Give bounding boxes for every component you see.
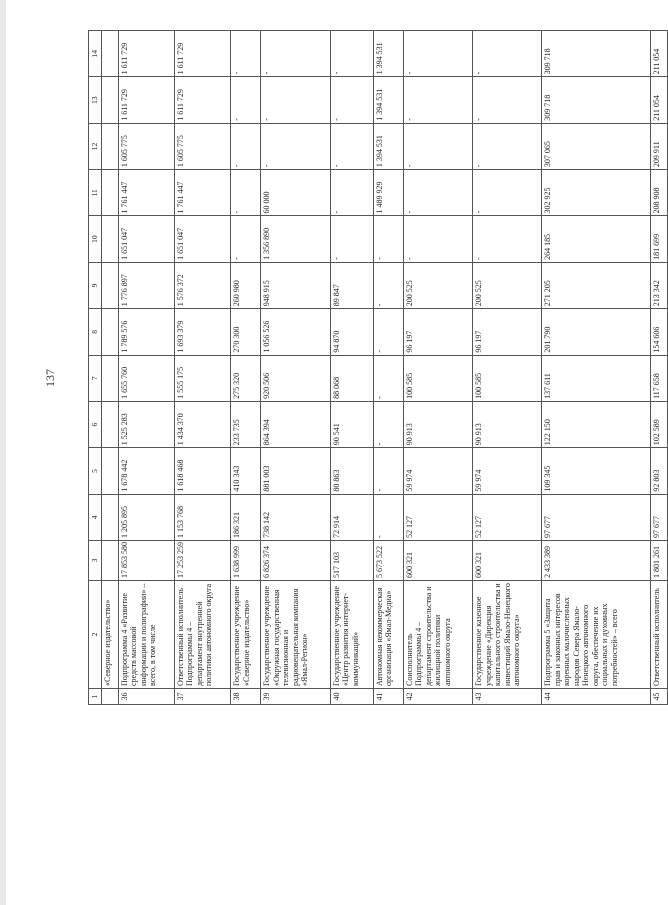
table-cell: 271 205 xyxy=(542,262,650,308)
column-header: 13 xyxy=(89,77,102,123)
row-name: Государственное учреждение «Северное издательство» xyxy=(231,581,261,689)
table-cell: 211 054 xyxy=(650,31,667,77)
table-cell: 1 611 729 xyxy=(118,31,174,77)
row-number: 42 xyxy=(403,689,472,705)
column-header: 5 xyxy=(89,448,102,494)
table-cell: 517 103 xyxy=(330,541,373,581)
table-cell xyxy=(101,77,118,123)
column-header: 8 xyxy=(89,309,102,355)
row-number: 38 xyxy=(231,689,261,705)
row-name: Государственное учреждение «Центр развития интернет-коммуникаций» xyxy=(330,581,373,689)
table-cell: 1 394 531 xyxy=(373,77,403,123)
table-row xyxy=(174,31,230,705)
table-cell: 302 925 xyxy=(542,170,650,216)
row-number: 41 xyxy=(373,689,403,705)
table-cell: - xyxy=(261,123,330,169)
table-cell: 1 611 729 xyxy=(118,77,174,123)
row-name: Автономная некоммерческая организация «Ямал-Медиа» xyxy=(373,581,403,689)
row-number: 36 xyxy=(118,689,174,705)
table-cell: - xyxy=(373,216,403,262)
table-cell: 1 489 929 xyxy=(373,170,403,216)
table-cell: 920 506 xyxy=(261,355,330,401)
budget-table xyxy=(88,30,668,705)
row-name: Ответственный исполнитель xyxy=(650,581,667,689)
table-cell: 201 790 xyxy=(542,309,650,355)
table-row xyxy=(403,31,472,705)
table-row xyxy=(473,31,542,705)
table-cell: 186 321 xyxy=(231,494,261,540)
table-cell xyxy=(101,401,118,447)
header-row xyxy=(89,31,102,705)
table-cell: 1 611 729 xyxy=(174,77,230,123)
table-cell: 260 980 xyxy=(231,262,261,308)
table-cell: 738 142 xyxy=(261,494,330,540)
column-header: 14 xyxy=(89,31,102,77)
table-cell: - xyxy=(330,31,373,77)
column-header: 10 xyxy=(89,216,102,262)
table-cell: 264 185 xyxy=(542,216,650,262)
table-cell: - xyxy=(330,170,373,216)
row-number: 37 xyxy=(174,689,230,705)
table-cell: 1 618 468 xyxy=(174,448,230,494)
table-cell: - xyxy=(373,448,403,494)
scan-edge xyxy=(0,0,6,905)
table-cell: 52 127 xyxy=(403,494,472,540)
table-cell: 2 433 389 xyxy=(542,541,650,581)
table-cell: - xyxy=(403,170,472,216)
page-number: 137 xyxy=(43,369,57,387)
table-cell: - xyxy=(473,123,542,169)
table-cell: 97 677 xyxy=(542,494,650,540)
table-cell xyxy=(101,123,118,169)
table-row xyxy=(261,31,330,705)
row-name: Соисполнитель Подпрограммы 4 – департамент строительства и жилищной политики автономного округа xyxy=(403,581,472,689)
rotated-table-wrapper xyxy=(88,30,668,705)
row-number: 40 xyxy=(330,689,373,705)
table-cell: - xyxy=(231,216,261,262)
table-cell: - xyxy=(403,31,472,77)
table-cell: - xyxy=(261,77,330,123)
table-cell: 1 525 283 xyxy=(118,401,174,447)
table-cell: 1 761 447 xyxy=(118,170,174,216)
table-cell: - xyxy=(473,77,542,123)
table-cell: 410 343 xyxy=(231,448,261,494)
table-cell: - xyxy=(231,77,261,123)
table-cell: 864 394 xyxy=(261,401,330,447)
table-cell: 100 585 xyxy=(403,355,472,401)
table-cell xyxy=(101,216,118,262)
row-number: 39 xyxy=(261,689,330,705)
table-cell: 200 525 xyxy=(403,262,472,308)
table-cell: - xyxy=(403,77,472,123)
table-cell: - xyxy=(231,31,261,77)
table-row xyxy=(650,31,667,705)
table-cell xyxy=(101,309,118,355)
table-cell: 270 300 xyxy=(231,309,261,355)
table-cell: 100 585 xyxy=(473,355,542,401)
table-cell: 154 606 xyxy=(650,309,667,355)
table-cell: 1 605 775 xyxy=(174,123,230,169)
table-cell: 1 356 890 xyxy=(261,216,330,262)
table-cell xyxy=(101,262,118,308)
table-cell: 1 693 379 xyxy=(174,309,230,355)
table-cell: - xyxy=(231,123,261,169)
table-cell: 275 320 xyxy=(231,355,261,401)
row-number: 44 xyxy=(542,689,650,705)
column-header: 6 xyxy=(89,401,102,447)
table-cell: 94 870 xyxy=(330,309,373,355)
table-cell: 17 853 580 xyxy=(118,541,174,581)
table-cell: - xyxy=(261,31,330,77)
table-cell: 209 911 xyxy=(650,123,667,169)
table-cell: 52 127 xyxy=(473,494,542,540)
row-number: 45 xyxy=(650,689,667,705)
table-cell: - xyxy=(473,31,542,77)
table-cell: 1 655 760 xyxy=(118,355,174,401)
table-cell: 1 056 526 xyxy=(261,309,330,355)
table-cell: - xyxy=(330,216,373,262)
table-cell: 117 658 xyxy=(650,355,667,401)
column-header: 11 xyxy=(89,170,102,216)
table-row xyxy=(330,31,373,705)
table-cell: - xyxy=(473,170,542,216)
table-cell: 109 345 xyxy=(542,448,650,494)
table-cell: 97 677 xyxy=(650,494,667,540)
table-cell: 208 908 xyxy=(650,170,667,216)
table-cell: 1 789 576 xyxy=(118,309,174,355)
table-cell: 600 321 xyxy=(473,541,542,581)
table-cell: 1 555 175 xyxy=(174,355,230,401)
table-cell: - xyxy=(403,216,472,262)
row-name: Подпрограмма 5 «Защита прав и законных интересов коренных малочисленных народов Севера Ямало-Ненецкого автономного округа, обеспечение их социальных и духовных потребностей» – всего xyxy=(542,581,650,689)
column-header: 7 xyxy=(89,355,102,401)
table-cell: 88 068 xyxy=(330,355,373,401)
table-row xyxy=(373,31,403,705)
table-cell: - xyxy=(373,309,403,355)
table-cell: 1 576 372 xyxy=(174,262,230,308)
table-cell xyxy=(101,355,118,401)
row-number: 43 xyxy=(473,689,542,705)
table-cell: 137 611 xyxy=(542,355,650,401)
table-cell: 80 863 xyxy=(330,448,373,494)
table-cell: - xyxy=(373,401,403,447)
table-cell: 59 974 xyxy=(473,448,542,494)
table-cell: 72 914 xyxy=(330,494,373,540)
table-cell: 181 699 xyxy=(650,216,667,262)
table-cell: 309 718 xyxy=(542,31,650,77)
table-cell: - xyxy=(330,123,373,169)
table-cell xyxy=(101,494,118,540)
table-cell xyxy=(101,170,118,216)
column-header: 4 xyxy=(89,494,102,540)
table-cell: 1 651 047 xyxy=(174,216,230,262)
row-name: Ответственный исполнитель Подпрограммы 4 – департамент внутренней политики автономного округа xyxy=(174,581,230,689)
table-cell: 1 651 047 xyxy=(118,216,174,262)
row-name: Государственное казенное учреждение «Дирекция капитального строительства и инвестиций Ямало-Ненецкого автономного округа» xyxy=(473,581,542,689)
table-cell: 948 915 xyxy=(261,262,330,308)
table-cell: 6 826 374 xyxy=(261,541,330,581)
table-cell: 90 913 xyxy=(473,401,542,447)
table-cell: 213 342 xyxy=(650,262,667,308)
table-cell: 309 718 xyxy=(542,77,650,123)
table-row xyxy=(101,31,118,705)
table-cell: 1 605 775 xyxy=(118,123,174,169)
table-cell: 96 197 xyxy=(473,309,542,355)
table-cell: 92 803 xyxy=(650,448,667,494)
table-cell: 600 321 xyxy=(403,541,472,581)
table-cell: - xyxy=(373,262,403,308)
table-cell: 90 913 xyxy=(403,401,472,447)
table-cell: 96 197 xyxy=(403,309,472,355)
table-cell: - xyxy=(373,355,403,401)
table-cell: 1 434 370 xyxy=(174,401,230,447)
row-name: «Северное издательство» xyxy=(101,581,118,689)
table-row xyxy=(231,31,261,705)
table-cell: - xyxy=(473,216,542,262)
table-cell: 881 003 xyxy=(261,448,330,494)
table-cell: 1 638 999 xyxy=(231,541,261,581)
table-cell: 1 394 531 xyxy=(373,31,403,77)
table-cell: 233 735 xyxy=(231,401,261,447)
table-cell: 90 541 xyxy=(330,401,373,447)
row-name: Государственное учреждение «Окружная государственная телевизионная и радиовещательная компания «Ямал-Регион» xyxy=(261,581,330,689)
column-header: 9 xyxy=(89,262,102,308)
table-cell: 1 394 531 xyxy=(373,123,403,169)
table-cell: 1 776 897 xyxy=(118,262,174,308)
table-cell xyxy=(101,31,118,77)
table-cell xyxy=(101,448,118,494)
table-cell: 17 253 259 xyxy=(174,541,230,581)
column-header: 1 xyxy=(89,689,102,705)
table-cell: 122 150 xyxy=(542,401,650,447)
table-cell: 102 589 xyxy=(650,401,667,447)
table-cell: 1 611 729 xyxy=(174,31,230,77)
table-cell: - xyxy=(373,494,403,540)
table-cell: - xyxy=(330,77,373,123)
table-cell xyxy=(101,541,118,581)
table-cell: 1 801 261 xyxy=(650,541,667,581)
table-cell: 1 761 447 xyxy=(174,170,230,216)
table-cell: 1 205 895 xyxy=(118,494,174,540)
table-row xyxy=(542,31,650,705)
table-cell: - xyxy=(231,170,261,216)
table-cell: 211 054 xyxy=(650,77,667,123)
table-row xyxy=(118,31,174,705)
table-cell: - xyxy=(403,123,472,169)
table-cell: 59 974 xyxy=(403,448,472,494)
table-cell: 5 673 522 xyxy=(373,541,403,581)
table-cell: 307 065 xyxy=(542,123,650,169)
row-number xyxy=(101,689,118,705)
table-cell: 89 847 xyxy=(330,262,373,308)
table-cell: 60 000 xyxy=(261,170,330,216)
row-name: Подпрограмма 4 «Развитие средств массовой информации и полиграфии» – всего, в том числе xyxy=(118,581,174,689)
table-cell: 1 678 442 xyxy=(118,448,174,494)
table-cell: 1 153 768 xyxy=(174,494,230,540)
table-cell: 200 525 xyxy=(473,262,542,308)
column-header: 2 xyxy=(89,581,102,689)
column-header: 3 xyxy=(89,541,102,581)
column-header: 12 xyxy=(89,123,102,169)
